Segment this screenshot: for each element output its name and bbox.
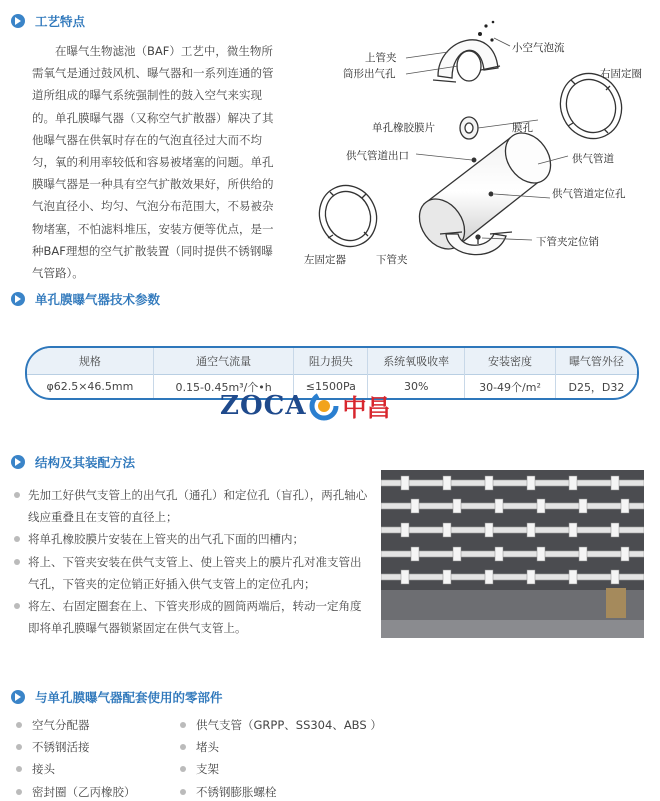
zoca-watermark-logo: ZOCA 中昌 [220, 390, 391, 422]
installed-aerators-photo [381, 470, 644, 638]
left-ring-part [310, 176, 387, 256]
aerator-exploded-diagram [288, 8, 660, 270]
zoca-swirl-icon [309, 391, 339, 421]
assembly-step: 将上、下管夹安装在供气支管上、使上管夹上的膜片孔对准支管出气孔，下管夹的定位销正好插入供气支管上的定位孔内； [14, 551, 372, 595]
parts-item: 空气分配器 [14, 714, 184, 736]
parts-item: 供气支管（GRPP、SS304、ABS ） [178, 714, 478, 736]
label-locating-hole: 供气管道定位孔 [552, 188, 626, 200]
upper-clamp-part [433, 40, 500, 82]
label-lower-clamp: 下管夹 [376, 254, 408, 266]
specs-header-row [27, 348, 637, 374]
label-tube-outlet: 筒形出气孔 [343, 68, 396, 80]
assembly-step: 将左、右固定圈套在上、下管夹形成的圆筒两端后，转动一定角度即将单孔膜曝气器锁紧固定在供气支管上。 [14, 595, 372, 639]
parts-list-right [178, 714, 478, 801]
parts-list-left [14, 714, 184, 801]
label-upper-clamp: 上管夹 [365, 52, 397, 64]
section-bullet-icon [11, 690, 25, 704]
label-supply-pipe: 供气管道 [572, 153, 614, 165]
rubber-membrane-part [460, 117, 478, 139]
label-right-ring: 右固定圈 [600, 68, 642, 80]
section-bullet-icon [11, 455, 25, 469]
assembly-step: 先加工好供气支管上的出气孔（通孔）和定位孔（盲孔），两孔轴心线应重叠且在支管的直径上； [14, 484, 372, 528]
label-left-ring: 左固定器 [304, 254, 346, 266]
exploded-view-svg [288, 8, 660, 270]
section-title-process: 工艺特点 [11, 12, 85, 30]
specs-cell: φ62.5×46.5mm [27, 374, 153, 399]
section-title-parts: 与单孔膜曝气器配套使用的零部件 [11, 688, 223, 706]
specs-header-cell: 系统氧吸收率 [368, 348, 465, 374]
specs-cell: D25，D32 [555, 374, 637, 399]
parts-item: 支架 [178, 758, 478, 780]
section-bullet-icon [11, 14, 25, 28]
parts-item: 密封圈（乙丙橡胶） [14, 781, 184, 801]
label-lower-pin: 下管夹定位销 [536, 236, 599, 248]
specs-cell: ≤1500Pa [294, 374, 368, 399]
specs-header-cell: 通空气流量 [153, 348, 294, 374]
specs-header-cell: 阻力损失 [294, 348, 368, 374]
label-membrane-hole: 膜孔 [512, 122, 533, 134]
lower-clamp-part [440, 232, 512, 255]
section-title-specs: 单孔膜曝气器技术参数 [11, 290, 160, 308]
assembly-steps-list [14, 484, 372, 639]
aerator-grid-image [381, 470, 644, 638]
label-supply-outlet: 供气管道出口 [346, 150, 409, 162]
specs-header-cell: 曝气管外径 [555, 348, 637, 374]
specs-cell: 30-49个/m² [465, 374, 556, 399]
label-rubber-membrane: 单孔橡胶膜片 [372, 122, 435, 134]
parts-item: 接头 [14, 758, 184, 780]
label-small-bubbles: 小空气泡流 [512, 42, 565, 54]
assembly-step: 将单孔橡胶膜片安装在上管夹的出气孔下面的凹槽内； [14, 528, 372, 550]
specs-cell: 30% [368, 374, 465, 399]
specs-cell: 0.15-0.45m³/个•h [153, 374, 294, 399]
parts-item: 不锈钢活接 [14, 736, 184, 758]
section-bullet-icon [11, 292, 25, 306]
process-paragraph: 在曝气生物滤池（BAF）工艺中，微生物所需氧气是通过鼓风机、曝气器和一系列连通的管道所组成的曝气系统强制性的鼓入空气来实现的。单孔膜曝气器（又称空气扩散器）解决了其他曝气器在供氧时存在的气泡直径过大而不均匀，氧的利用率较低和容易被堵塞的问题。单孔膜曝气器是一种具有空气扩散效果好，所供给的气泡直径小、均匀、气泡分布范围大，不易被杂物堵塞，不怕滤料堆压，安装方便等优点，是一种BAF理想的空气扩散装置（同时提供不锈钢曝气管路）。 [32, 44, 274, 281]
specs-header-cell: 规格 [27, 348, 153, 374]
small-bubbles-icon [478, 21, 494, 42]
section-title-structure: 结构及其装配方法 [11, 453, 135, 471]
specs-header-cell: 安装密度 [465, 348, 556, 374]
parts-item: 堵头 [178, 736, 478, 758]
parts-item: 不锈钢膨胀螺栓 [178, 781, 478, 801]
